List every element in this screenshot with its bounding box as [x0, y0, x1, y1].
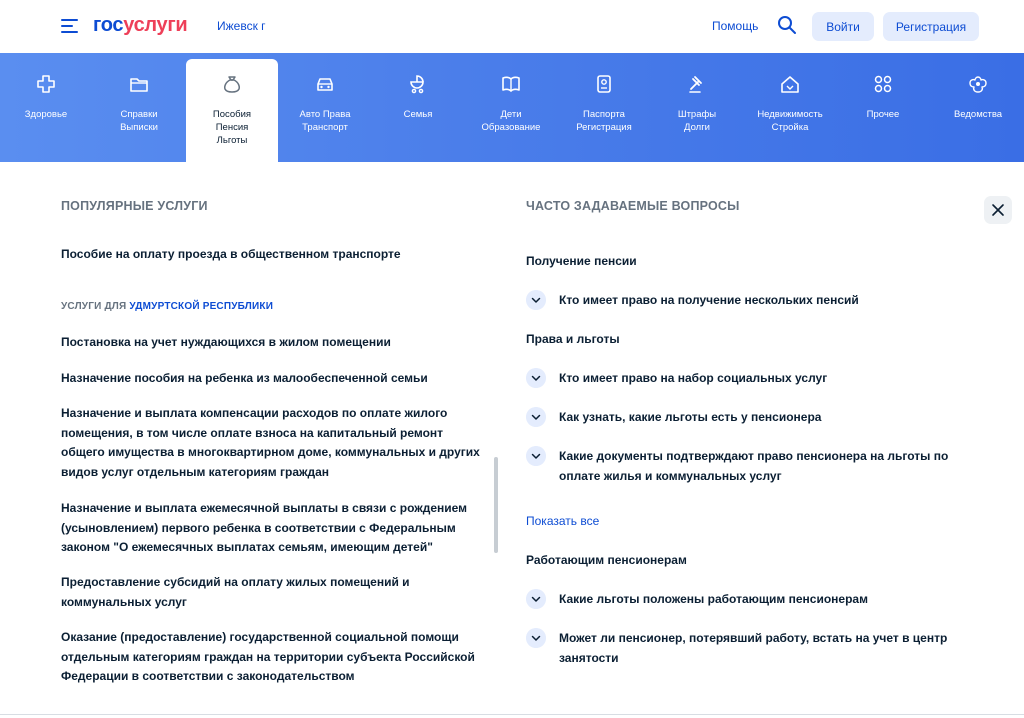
category-label: Недвижимость Стройка: [757, 109, 823, 133]
category-label: Дети Образование: [481, 109, 541, 133]
category-auto[interactable]: [279, 53, 371, 162]
close-icon: [984, 196, 1012, 224]
passport-icon: [593, 73, 615, 95]
folder-icon: [128, 73, 150, 95]
faq-question: Какие документы подтверждают право пенсионера на льготы по оплате жилья и коммунальных услуг: [559, 449, 949, 483]
help-link[interactable]: Помощь: [712, 19, 759, 33]
category-label: Пособия Пенсия Льготы: [212, 109, 252, 146]
faq-question: Может ли пенсионер, потерявший работу, встать на учет в центр занятости: [559, 631, 948, 665]
search-icon[interactable]: [777, 15, 797, 35]
service-link[interactable]: Назначение пособия на ребенка из малообеспеченной семьи: [61, 371, 428, 385]
register-button[interactable]: Регистрация: [883, 12, 979, 41]
divider: [0, 714, 1024, 715]
category-agencies[interactable]: [932, 53, 1024, 162]
category-certificates[interactable]: [93, 53, 185, 162]
faq-group-title: Работающим пенсионерам: [526, 553, 687, 567]
health-cross-icon: [35, 73, 57, 95]
category-family[interactable]: [372, 53, 464, 162]
moneybag-icon: [221, 73, 243, 95]
region-selector[interactable]: УДМУРТСКОЙ РЕСПУБЛИКИ: [129, 301, 274, 312]
logo-part-gos: гос: [93, 14, 124, 36]
category-label: Штрафы Долги: [677, 109, 717, 133]
category-benefits[interactable]: [186, 59, 278, 162]
category-other[interactable]: [837, 53, 929, 162]
chevron-down-icon: [526, 407, 546, 427]
category-label: Авто Права Транспорт: [299, 109, 351, 133]
region-prefix: УСЛУГИ ДЛЯ: [61, 301, 127, 312]
category-passports[interactable]: [558, 53, 650, 162]
faq-question: Как узнать, какие льготы есть у пенсионера: [559, 410, 822, 424]
emblem-icon: [967, 73, 989, 95]
book-icon: [500, 73, 522, 95]
category-children[interactable]: [465, 53, 557, 162]
faq-group-title: Получение пенсии: [526, 254, 637, 268]
house-icon: [779, 73, 801, 95]
show-all-link[interactable]: Показать все: [526, 514, 600, 528]
chevron-down-icon: [526, 368, 546, 388]
category-realty[interactable]: [744, 53, 836, 162]
service-link[interactable]: Оказание (предоставление) государственной социальной помощи отдельным категориям граждан на территории субъекта Российской Федерации в соответствии с законодательством: [61, 630, 475, 683]
category-label: Справки Выписки: [120, 109, 158, 133]
category-health[interactable]: [0, 53, 92, 162]
city-selector[interactable]: Ижевск г: [217, 19, 266, 33]
popular-services-title: ПОПУЛЯРНЫЕ УСЛУГИ: [61, 199, 208, 213]
faq-question: Какие льготы положены работающим пенсионерам: [559, 592, 868, 606]
logo-part-uslugi: услуги: [123, 14, 188, 36]
login-button[interactable]: Войти: [812, 12, 874, 41]
category-nav: [0, 53, 1024, 162]
category-label: Паспорта Регистрация: [576, 109, 632, 133]
category-label: Семья: [403, 109, 433, 120]
faq-title: ЧАСТО ЗАДАВАЕМЫЕ ВОПРОСЫ: [526, 199, 740, 213]
service-link[interactable]: Назначение и выплата компенсации расходов по оплате жилого помещения, в том числе оплате взноса на капитальный ремонт общего имущества в многоквартирном доме, коммунальных и других видов услуг отдельным категориям граждан: [61, 406, 480, 479]
category-label: Ведомства: [953, 109, 1003, 120]
category-label: Прочее: [866, 109, 900, 120]
chevron-down-icon: [526, 446, 546, 466]
service-link[interactable]: Предоставление субсидий на оплату жилых помещений и коммунальных услуг: [61, 575, 410, 609]
car-icon: [314, 73, 336, 95]
grid-icon: [872, 73, 894, 95]
gavel-icon: [686, 73, 708, 95]
menu-icon[interactable]: [61, 19, 78, 33]
header: [0, 0, 1024, 53]
service-link[interactable]: Назначение и выплата ежемесячной выплаты в связи с рождением (усыновлением) первого ребенка в соответствии с Федеральным законом "О ежемесячных выплатах семьям, имеющим детей": [61, 501, 468, 554]
faq-question: Кто имеет право на получение нескольких пенсий: [559, 293, 859, 307]
category-label: Здоровье: [24, 109, 68, 120]
chevron-down-icon: [526, 628, 546, 648]
gosuslugi-logo[interactable]: [93, 14, 187, 37]
service-link[interactable]: Постановка на учет нуждающихся в жилом помещении: [61, 335, 391, 349]
region-heading: [61, 301, 273, 312]
category-fines[interactable]: [651, 53, 743, 162]
close-button[interactable]: [984, 196, 1012, 224]
service-link-transport[interactable]: Пособие на оплату проезда в общественном транспорте: [61, 247, 401, 261]
stroller-icon: [407, 73, 429, 95]
chevron-down-icon: [526, 589, 546, 609]
faq-group-title: Права и льготы: [526, 332, 620, 346]
faq-question: Кто имеет право на набор социальных услуг: [559, 371, 828, 385]
scrollbar-thumb[interactable]: [494, 457, 498, 553]
chevron-down-icon: [526, 290, 546, 310]
